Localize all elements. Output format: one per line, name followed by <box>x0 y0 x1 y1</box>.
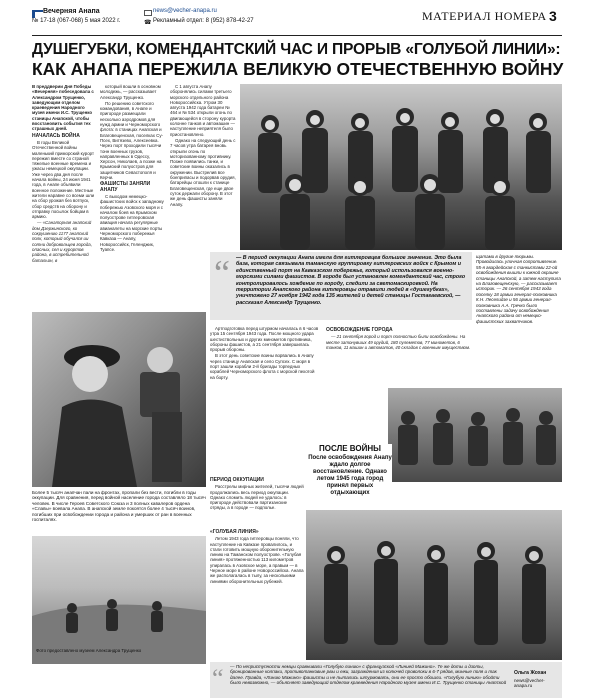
quote-icon: “ <box>212 664 224 693</box>
paper-logo-icon <box>32 10 43 18</box>
officer-silhouette-icon <box>32 312 206 487</box>
soldiers-silhouettes-icon <box>240 84 562 250</box>
group-silhouettes-icon <box>388 388 562 482</box>
battle-field-photo <box>32 536 206 664</box>
field-soldiers-icon <box>32 536 206 664</box>
article-column-3 <box>170 84 236 250</box>
paragraph: Летом 1943 года гитлеровцы поняли, что наступление на Кавказе провалилось, и стали готовить мощную оборонительную линию на Таманском полуострове. «Голубая линия» протяженностью 113 километров упиралась в Азовское море, а правым — в Черное море в районе Новороссийска. Анапа же располагалась в тылу, за несколькими линиями оборонительных рубежей. <box>210 536 304 584</box>
after-war-box <box>308 444 392 504</box>
paragraph: Однако на следующий день с 7 часов утра батарея вновь открыли огонь по моторизованному противнику. Позже появились танки, и советские воины оказались в окружении. Выстрелив все боеприпасы и подорвав орудия, батарейцы отошли к станице Благовещенская, где еще двое суток держали оборону. В этот же день фашисты заняли Анапу. <box>170 137 236 207</box>
subhead-blue-line: «ГОЛУБАЯ ЛИНИЯ» <box>210 529 259 535</box>
paragraph: который вошли в основном молодежь, — рассказывает Александр Трущенко. <box>100 84 161 100</box>
phone-icon: ☎ <box>144 20 152 26</box>
paragraph: С выходом немецко-фашистских войск к западному побережью Азовского моря и с началом боев на Крымском полуострове гитлеровская авиация начала регулярные авианалеты на морские порты Черноморского побережья Кавказа — Анапу, Новороссийск, Геленджик, Туапсе. <box>100 193 164 252</box>
paragraph: С 1 августа Анапу оборонялись силами третьего морского отдельного района Новороссийска. Утром 30 августа 1942 года батареи № 464 и № 534 открыли огонь по двигающейся в сторону курорта колонне танков и автомашин — наступление неприятеля было приостановлено. <box>170 84 236 137</box>
headline <box>32 40 562 79</box>
paper-name: Вечерняя Анапа <box>43 8 100 15</box>
article-column-2 <box>100 84 166 309</box>
photo-credit: Фото предоставлено музеем Александра Трущенко <box>36 648 142 653</box>
war-losses-caption: Более 5 тысяч анапчан пали на фронтах, пропали без вести, погибли в годы оккупации. Для сравнения, перед войной население города составляло 18 тысяч человек. В числе Героев Советского Союза и 3 полных кавалеров ордена «Славы» воевала Анапа. В анапской земле покоятся более 4 тысяч воинов, погибших при освобождении города и района и умерших от ран в военных госпиталях. <box>32 490 206 523</box>
subhead-fascists-took-anapa: ФАШИСТЫ ЗАНЯЛИ АНАПУ <box>100 181 151 193</box>
paragraph: — 21 сентября город и порт полностью были освобождены. На месте затонувших 49 орудий, 180 пулеметов, 77 минометов, 6 танков, 11 машин и автоматов, 40 складов с военным имуществом. <box>326 334 471 350</box>
paragraph: Расстрелы мирных жителей, тысячи людей продолжались весь период оккупации. Однако сломить людей не удалось: в пригороде действовали партизанские отряды, а в городе — подполье. <box>210 484 304 511</box>
soldiers-group-photo <box>240 84 562 250</box>
paragraph: — «Санаторная анапский дом Дзержинского, ко сокрушению 1177 анапский полк, который обучался ии сотни добровольцев города, опасных, сел и курортов района, в истребительной батальон, в <box>32 220 92 263</box>
pull-quote-occupation <box>210 252 472 320</box>
author-name: Ольга Жохан <box>514 670 547 676</box>
phone-info: Рекламный отдел: 8 (952) 878-42-27 <box>153 18 254 24</box>
officer-with-binoculars-photo <box>32 312 206 487</box>
paragraph: По решению советского командования, в Анапе и пригороде размещали несколько аэродромов для нужд армии и Черноморского флота: в станицах Анапская и Благовещенская, поселках Су-Псех, Витязево, Алексеевка. Через порт проходили тысячи тонн военных грузов, направленных в Одессу, Херсон, Николаев, а позже на Крымский полуостров для защитников Севастополя и Керчи. <box>100 100 163 181</box>
issue-info: № 17-18 (067-068) 5 мая 2022 г. <box>32 18 121 24</box>
section-title: МАТЕРИАЛ НОМЕРА <box>422 9 547 23</box>
subhead-liberation: ОСВОБОЖДЕНИЕ ГОРОДА <box>326 327 393 333</box>
after-war-text: После освобождения Анапу ждало долгое восстановление. Однако летом 1945 года город принял первых отдыхающих <box>308 455 392 496</box>
masthead <box>32 8 562 32</box>
article-column-1 <box>32 84 96 309</box>
paragraph: В этот день советские воины ворвались в Анапу через станицу Анапская и село Супсех. С моря в порт зашли корабли 2-й бригады торпедных кораблей Черноморского флота с морской пехотой на борту. <box>210 353 315 380</box>
footer-quote-text: — По неприступности немцы сравнивали «Голубую линию» с французской «Линией Мажино». Те же доты и дзоты, бронированные колпаки, противотанковые рвы и ежи, заграждения из колючей проволоки в 6-7 рядов, минные поля и так далее. Правда, «Линию Мажино» фашисты и не пытались штурмовать, они ее просто обошли. «Голубую линию» обойти было невозможно, — объясняет заведующий отделом краеведения Народного музея имени И.С. Трущенко станицы Анапской <box>230 664 507 686</box>
article-right-column: щатами в другие тюрьмы. Проводилась уличная сопротивление. 55-я гвардейская с танкистами 22-ой освобождения вышли к южной окраине станицы Анапской, а затем наступила на Благовещенскую, — рассказывает историк. — 26 сентября 1943 года поселку 18 армии генерал-полковника К.Н. Леселидзе и 56 армии генерал-полковника А.А. Гречко было поставлены задачу освобождения Анапского района от немецко-фашистских захватчиков. <box>476 254 561 324</box>
subhead-occupation-period: ПЕРИОД ОККУПАЦИИ <box>210 477 264 483</box>
blue-line-block <box>210 528 304 660</box>
email-icon <box>144 10 152 16</box>
headline-line2: КАК АНАПА ПЕРЕЖИЛА ВЕЛИКУЮ ОТЕЧЕСТВЕННУЮ ВОЙНУ <box>32 59 564 79</box>
footer-quote <box>210 662 562 698</box>
paragraph: В годы Великой Отечественной войны маленький приморский курорт пережил вместе со страной тяжелые военные времена и ужасы немецкой оккупации. Уже через два дня после начала войны, 24 июня 1941 года, в Анапе объявили военное положение. Местные жители наравне со всеми шли на сбор урожая без вотпуск, сбор средств на оборону и отправку посылок бойцам в армию. <box>32 139 95 220</box>
intro-text: В преддверии Дня Победы «Вечерняя» побеседовала с Александром Трущенко, заведующим отделом краеведения Народного музея имени И.С. Трущенко станицы Анапской, чтобы восстановить события тех страшных дней. <box>32 84 94 132</box>
soldiers-rest-photo <box>388 388 562 482</box>
subhead-war-began: НАЧАЛАСЬ ВОЙНА <box>32 132 80 139</box>
headline-line1: ДУШЕГУБКИ, КОМЕНДАНТСКИЙ ЧАС И ПРОРЫВ «ГОЛУБОЙ ЛИНИИ»: <box>32 41 561 58</box>
soldiers-lineup-photo <box>306 510 562 660</box>
pull-quote-text: — В период оккупации Анапа имела для гитлеровцев большое значение. Это была база, которая связывала таманскую группировку гитлеровских войск с Крымом и единственный порт на Кавказском побережье, который использовался военно-морскими силами фашистов. В городе был установлен комендантский час, строго контролировалось хождение по городу, следили за светомаскировкой. На территории Анапского района гитлеровцы отравили людей в «душегубках», уничтожено 27 ноября 1942 года 135 жителей и детей станицы Гостагаевской, — рассказал Александр Трущенко. <box>236 255 466 306</box>
article-mid-column <box>210 326 320 441</box>
article-liberation-column <box>326 326 474 386</box>
occupation-period-block <box>210 476 304 528</box>
quote-icon: “ <box>214 253 230 293</box>
paragraph: Артподготовка перед штурмом началась в 6 часов утра 15 сентября 1943 года. После мощного удара шестиствольных и других минометов противника, обороны фашистов, а 21 сентября завершилась прорыв обороны. <box>210 326 319 353</box>
page-number: 3 <box>549 8 557 24</box>
lineup-silhouettes-icon <box>306 510 562 660</box>
after-war-title: ПОСЛЕ ВОЙНЫ <box>319 444 381 453</box>
author-email[interactable]: news@vecher-anapa.ru <box>514 678 545 688</box>
email-link[interactable]: news@vecher-anapa.ru <box>153 8 217 14</box>
